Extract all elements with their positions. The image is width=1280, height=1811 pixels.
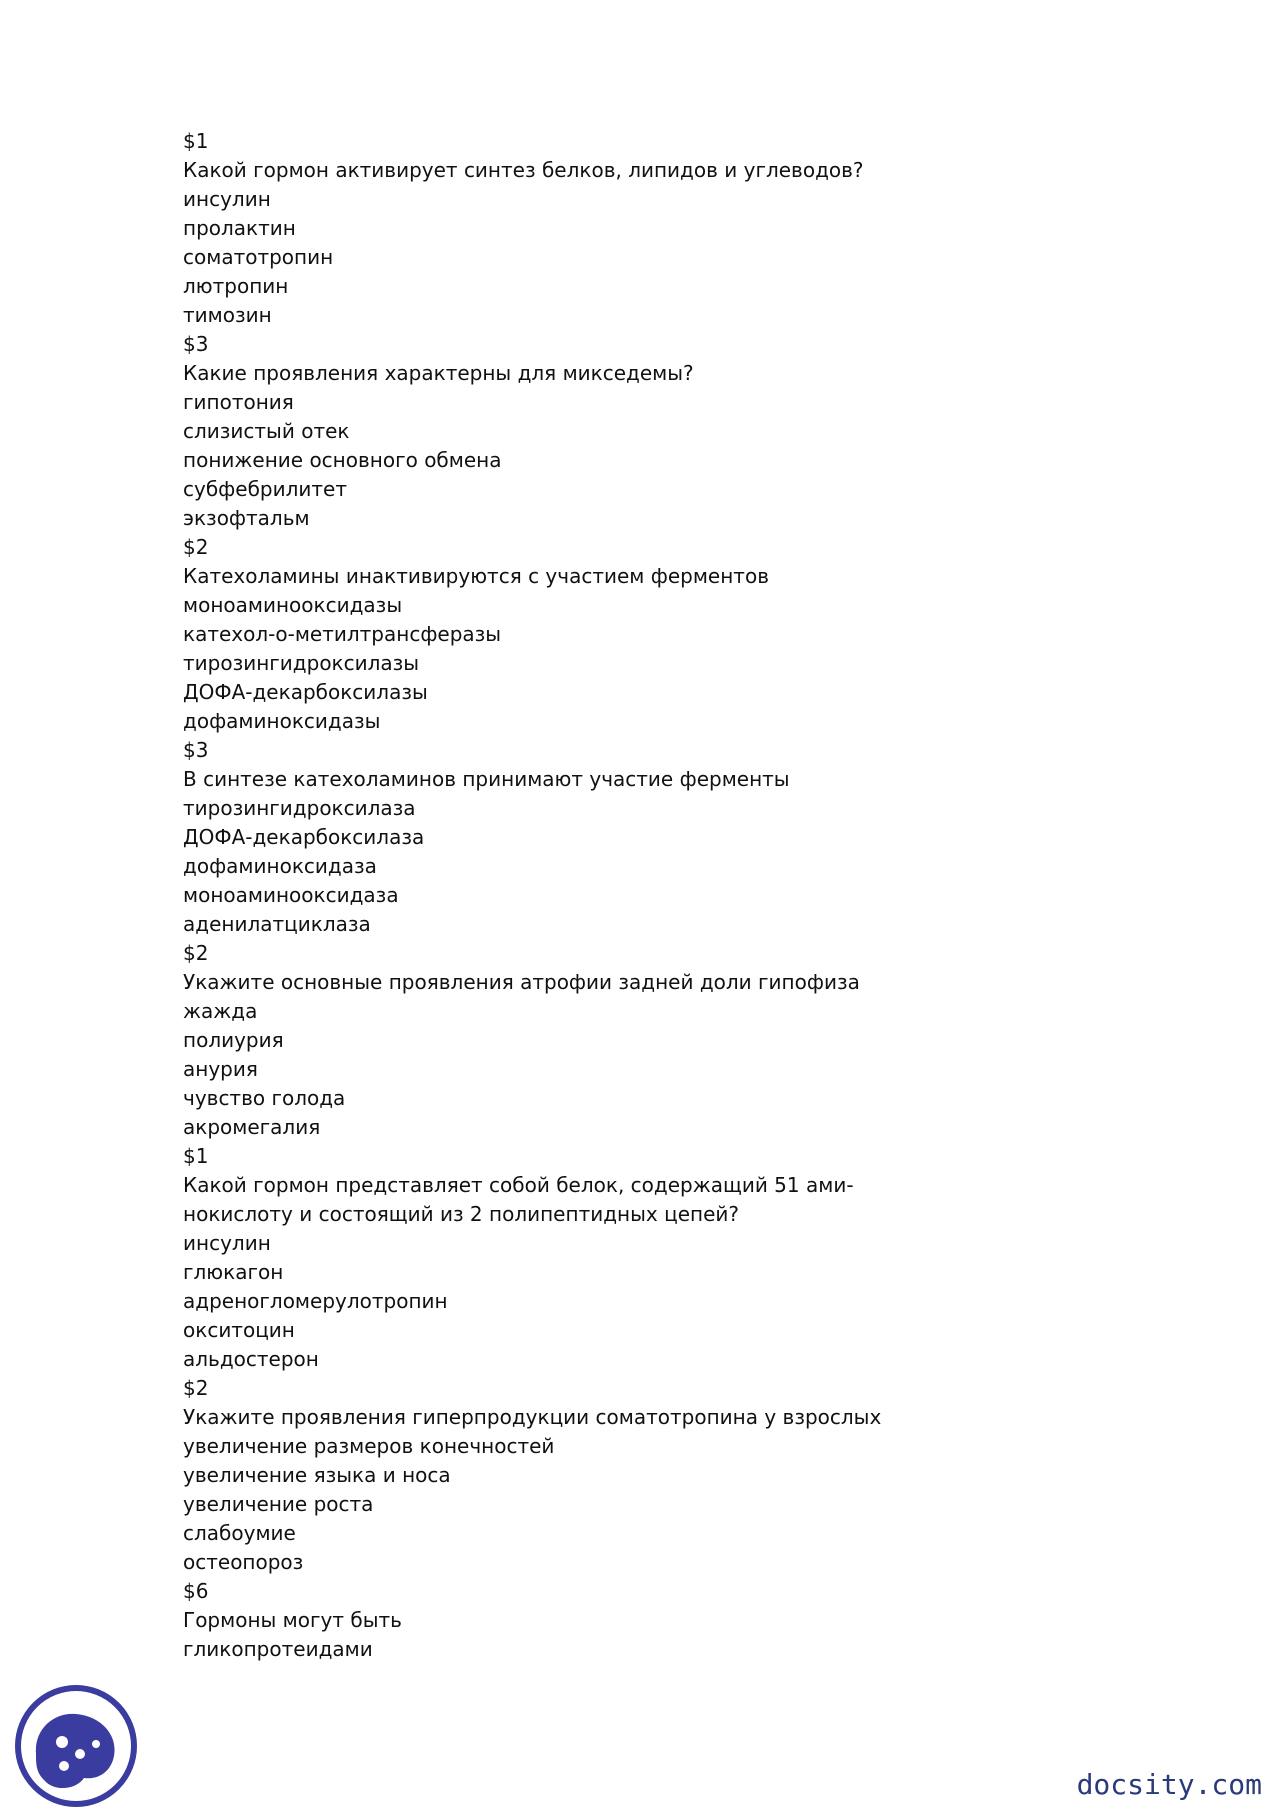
question-marker: $2 bbox=[183, 1376, 209, 1400]
text-line: инсулин bbox=[183, 187, 271, 211]
question-marker: $6 bbox=[183, 1579, 209, 1603]
text-line: моноаминооксидазы bbox=[183, 593, 403, 617]
text-line: остеопороз bbox=[183, 1550, 304, 1574]
question-marker: $2 bbox=[183, 535, 209, 559]
text-line: анурия bbox=[183, 1057, 258, 1081]
text-line: соматотропин bbox=[183, 245, 334, 269]
text-line: нокислоту и состоящий из 2 полипептидных цепей? bbox=[183, 1202, 740, 1226]
text-line: Укажите основные проявления атрофии задней доли гипофиза bbox=[183, 970, 860, 994]
text-line: гипотония bbox=[183, 390, 294, 414]
text-line: ДОФА-декарбоксилазы bbox=[183, 680, 428, 704]
text-line: моноаминооксидаза bbox=[183, 883, 399, 907]
text-line: Катехоламины инактивируются с участием ферментов bbox=[183, 564, 769, 588]
docsity-logo-icon[interactable] bbox=[14, 1684, 138, 1808]
docsity-watermark[interactable]: docsity.com bbox=[1076, 1768, 1262, 1801]
text-line: экзофтальм bbox=[183, 506, 310, 530]
text-line: аденилатциклаза bbox=[183, 912, 371, 936]
text-line: тирозингидроксилаза bbox=[183, 796, 416, 820]
text-line: инсулин bbox=[183, 1231, 271, 1255]
text-line: слизистый отек bbox=[183, 419, 350, 443]
text-line: ДОФА-декарбоксилаза bbox=[183, 825, 425, 849]
question-marker: $3 bbox=[183, 738, 209, 762]
text-line: увеличение языка и носа bbox=[183, 1463, 451, 1487]
text-line: чувство голода bbox=[183, 1086, 346, 1110]
text-line: гликопротеидами bbox=[183, 1637, 373, 1661]
text-line: полиурия bbox=[183, 1028, 284, 1052]
text-line: глюкагон bbox=[183, 1260, 284, 1284]
text-line: тирозингидроксилазы bbox=[183, 651, 420, 675]
text-line: тимозин bbox=[183, 303, 272, 327]
text-line: понижение основного обмена bbox=[183, 448, 502, 472]
text-line: пролактин bbox=[183, 216, 296, 240]
text-line: Какие проявления характерны для микседемы? bbox=[183, 361, 694, 385]
question-marker: $1 bbox=[183, 129, 209, 153]
text-line: катехол-о-метилтрансферазы bbox=[183, 622, 502, 646]
text-line: увеличение размеров конечностей bbox=[183, 1434, 555, 1458]
text-line: альдостерон bbox=[183, 1347, 319, 1371]
document-text bbox=[183, 127, 1083, 1664]
text-line: слабоумие bbox=[183, 1521, 296, 1545]
text-line: Какой гормон активирует синтез белков, липидов и углеводов? bbox=[183, 158, 864, 182]
text-line: окситоцин bbox=[183, 1318, 295, 1342]
text-line: дофаминоксидазы bbox=[183, 709, 381, 733]
question-marker: $3 bbox=[183, 332, 209, 356]
text-line: акромегалия bbox=[183, 1115, 321, 1139]
text-line: увеличение роста bbox=[183, 1492, 374, 1516]
text-line: Укажите проявления гиперпродукции соматотропина у взрослых bbox=[183, 1405, 882, 1429]
text-line: лютропин bbox=[183, 274, 289, 298]
question-marker: $1 bbox=[183, 1144, 209, 1168]
text-line: жажда bbox=[183, 999, 258, 1023]
text-line: адреногломерулотропин bbox=[183, 1289, 448, 1313]
text-line: Гормоны могут быть bbox=[183, 1608, 402, 1632]
text-line: субфебрилитет bbox=[183, 477, 347, 501]
text-line: Какой гормон представляет собой белок, содержащий 51 ами- bbox=[183, 1173, 854, 1197]
question-marker: $2 bbox=[183, 941, 209, 965]
text-line: дофаминоксидаза bbox=[183, 854, 377, 878]
text-line: В синтезе катехоламинов принимают участие ферменты bbox=[183, 767, 790, 791]
